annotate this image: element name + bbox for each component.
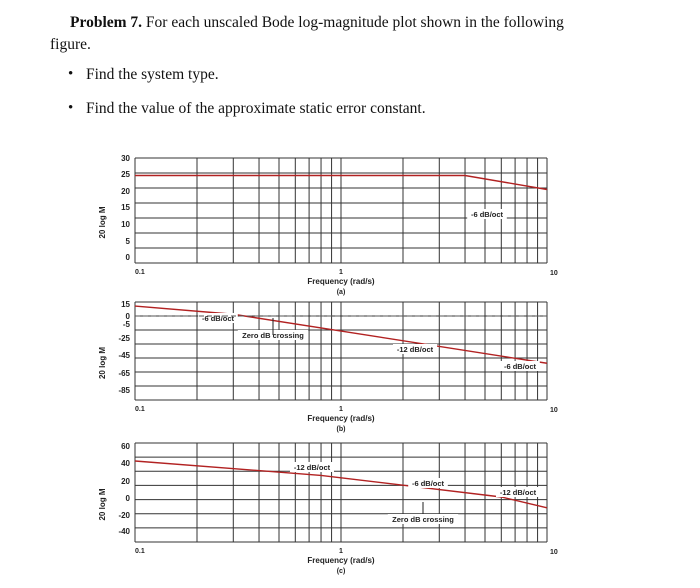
- y-tick-label: 15: [121, 300, 130, 309]
- panel-caption: (b): [336, 426, 346, 433]
- bode-plot-b: [135, 302, 547, 400]
- x-axis-label: Frequency (rad/s): [307, 556, 375, 565]
- x-tick-label: 10: [550, 270, 558, 277]
- bullet-item: • Find the system type.: [68, 66, 219, 83]
- y-tick-label: 60: [121, 442, 130, 451]
- problem-statement: [50, 12, 670, 56]
- y-tick-label: -20: [118, 511, 130, 520]
- bullet-text-1: Find the system type.: [86, 66, 219, 83]
- x-tick-label: 10: [550, 407, 558, 414]
- bullet-item: • Find the value of the approximate static error constant.: [68, 100, 426, 117]
- y-tick-label: 10: [121, 220, 130, 229]
- y-tick-label: -40: [118, 527, 130, 536]
- panel-caption: (a): [336, 289, 346, 296]
- y-tick-label: 20: [121, 187, 130, 196]
- x-tick-label: 0.1: [135, 548, 145, 555]
- slope-annotation: -12 dB/oct: [499, 488, 537, 497]
- y-tick-label: 0: [125, 494, 130, 503]
- x-axis-label: Frequency (rad/s): [307, 277, 375, 286]
- y-tick-label: -5: [122, 320, 130, 329]
- y-tick-label: 5: [125, 237, 130, 246]
- y-axis-label: 20 log M: [98, 206, 107, 239]
- slope-annotation: Zero dB crossing: [392, 515, 454, 524]
- y-tick-label: -85: [118, 386, 130, 395]
- slope-annotation: -6 dB/oct: [201, 314, 235, 323]
- slope-annotation: -6 dB/oct: [411, 479, 445, 488]
- y-axis-label: 20 log M: [98, 488, 107, 521]
- x-tick-label: 1: [339, 548, 343, 555]
- y-tick-label: 0: [125, 312, 130, 321]
- x-axis-label: Frequency (rad/s): [307, 414, 375, 423]
- y-tick-label: 25: [121, 170, 130, 179]
- y-tick-label: -45: [118, 351, 130, 360]
- y-tick-label: -65: [118, 369, 130, 378]
- x-tick-label: 1: [339, 269, 343, 276]
- y-axis-label: 20 log M: [98, 346, 107, 380]
- y-tick-label: 30: [121, 154, 130, 163]
- slope-annotation: -6 dB/oct: [470, 210, 504, 219]
- bode-plots-figure: [0, 140, 700, 588]
- problem-text: For each unscaled Bode log-magnitude plot shown in the following: [145, 14, 564, 31]
- bode-plot-c: [135, 443, 547, 542]
- slope-annotation: -12 dB/oct: [293, 463, 331, 472]
- x-tick-label: 1: [339, 406, 343, 413]
- bullet-text-2: Find the value of the approximate static error constant.: [86, 100, 426, 117]
- y-tick-label: 40: [121, 459, 130, 468]
- y-tick-label: 0: [125, 253, 130, 262]
- slope-annotation: Zero dB crossing: [242, 331, 304, 340]
- x-tick-label: 10: [550, 549, 558, 556]
- x-tick-label: 0.1: [135, 406, 145, 413]
- y-tick-label: 15: [121, 203, 130, 212]
- x-tick-label: 0.1: [135, 269, 145, 276]
- y-tick-label: -25: [118, 334, 130, 343]
- y-tick-label: 20: [121, 477, 130, 486]
- slope-annotation: -6 dB/oct: [503, 362, 537, 371]
- problem-label: Problem 7.: [70, 14, 143, 31]
- problem-text-cont: figure.: [50, 36, 91, 53]
- panel-caption: (c): [336, 568, 346, 575]
- slope-annotation: -12 dB/oct: [396, 345, 434, 354]
- bullet-list: [68, 66, 426, 134]
